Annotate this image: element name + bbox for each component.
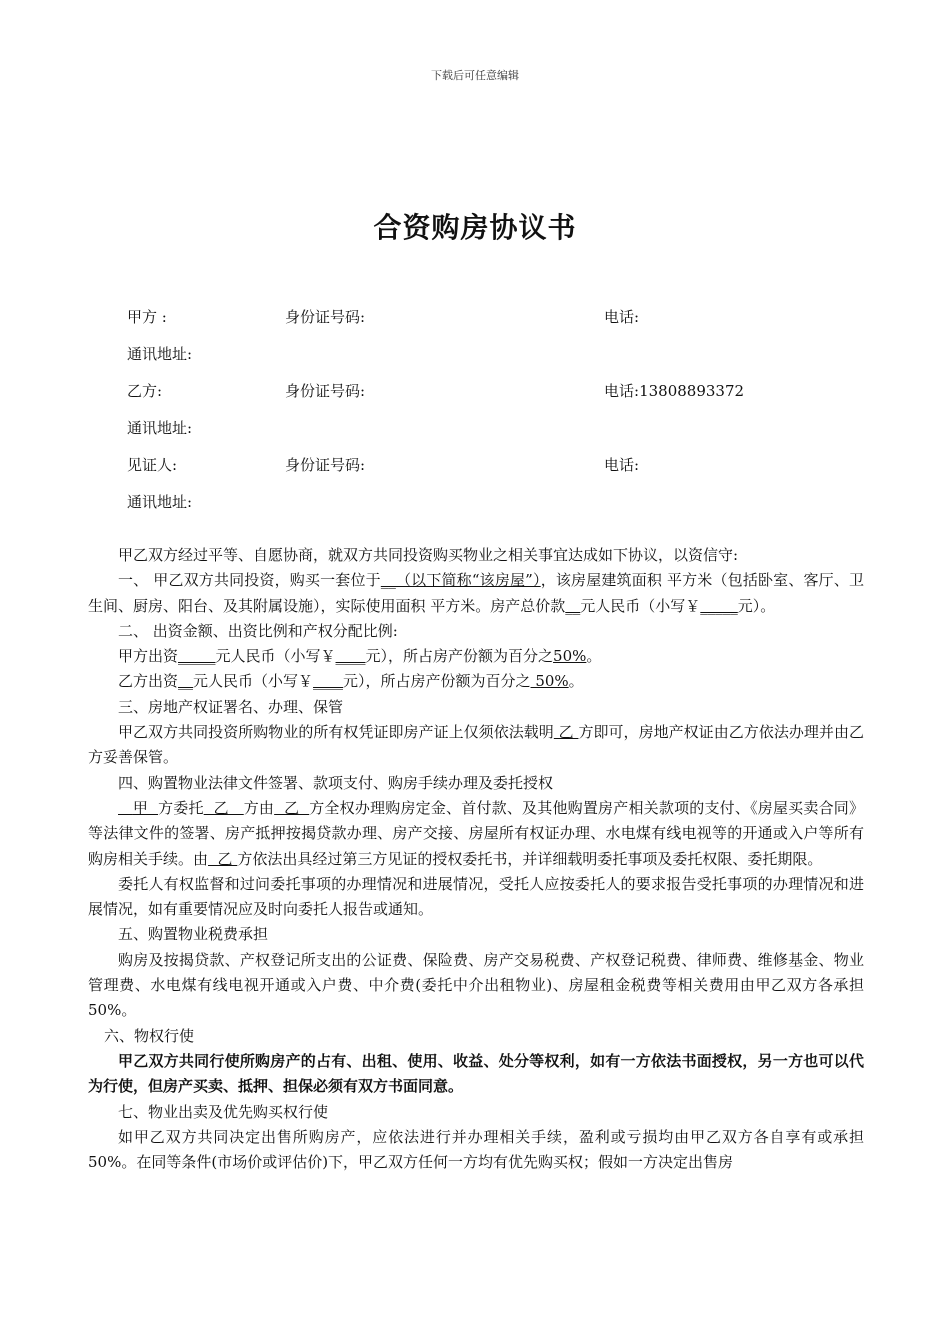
clause-2b-share: 50%	[530, 672, 569, 691]
party-b-phone-label: 电话:	[604, 382, 640, 400]
clause-3-paragraph	[88, 720, 864, 771]
clause-2a-share: 50%	[553, 647, 587, 666]
clause-4-text-b: 方由	[243, 798, 275, 817]
clause-4-text-a: 方委托	[158, 798, 204, 817]
clause-4-blank-agent: 乙	[203, 798, 244, 817]
parties-block	[0, 306, 950, 528]
clause-2a-text-b: 元人民币（小写￥	[215, 647, 336, 666]
clause-1-text-b: ，该房屋建筑面积 平方米（包括卧室、客厅、卫生间、厨房、阳台、及其附属设施），实际使用面积 平方米。房产总价款	[88, 571, 864, 615]
party-a-label: 甲方 :	[127, 308, 167, 326]
agreement-body	[88, 543, 864, 1175]
party-b-phone-number: 13808893372	[639, 382, 745, 400]
clause-2-party-a	[88, 644, 864, 669]
clause-4-blank-agent-2: 乙	[274, 798, 310, 817]
party-a-id-label: 身份证号码:	[285, 308, 366, 326]
clause-2a-blank-small: ____	[335, 647, 366, 666]
clause-1-blank-price-small: _____	[700, 596, 738, 615]
clause-1-blank-price: __	[565, 596, 581, 615]
clause-2-party-b	[88, 669, 864, 694]
clause-2b-blank-small: ____	[313, 672, 344, 691]
header-note: 下载后可任意编辑	[431, 69, 519, 82]
clause-4-heading: 四、购置物业法律文件签署、款项支付、购房手续办理及委托授权	[118, 773, 554, 792]
clause-2-heading: 二、 出资金额、出资比例和产权分配比例:	[118, 621, 398, 640]
clause-1-text-c: 元人民币（小写￥	[580, 596, 701, 615]
party-a-address-row	[0, 343, 950, 380]
witness-label: 见证人:	[127, 456, 178, 474]
party-b-address-row	[0, 417, 950, 454]
party-b-address-label: 通讯地址:	[127, 419, 193, 437]
clause-3-heading: 三、房地产权证署名、办理、保管	[118, 697, 344, 716]
clause-1-text-d: 元）。	[737, 596, 776, 615]
clause-1	[88, 568, 864, 619]
witness-address-row	[0, 491, 950, 528]
witness-phone-label: 电话:	[604, 456, 640, 474]
clause-2a-text-a: 甲方出资	[118, 647, 179, 666]
clause-4-text-c: 方全权办理购房定金、首付款、及其他购置房产相关款项的支付、《房屋买卖合同》等法律文件的签署、房产抵押按揭贷款办理、房产交接、房屋所有权证办理、水电煤有线电视等的开通或入户等所有购房相关手续。由	[88, 798, 864, 868]
clause-2a-text-c: 元），所占房产份额为百分之	[365, 647, 554, 666]
party-a-phone-label: 电话:	[604, 308, 640, 326]
party-b-phone	[604, 380, 744, 401]
clause-2a-blank-amount: _____	[178, 647, 216, 666]
party-a-address-label: 通讯地址:	[127, 345, 193, 363]
clause-6-heading: 六、物权行使	[104, 1026, 195, 1045]
clause-2b-text-c: 元），所占房产份额为百分之	[343, 672, 531, 691]
witness-row	[0, 454, 950, 491]
party-b-id-label: 身份证号码:	[285, 382, 366, 400]
clause-4-paragraph-2: 委托人有权监督和过问委托事项的办理情况和进展情况，受托人应按委托人的要求报告受托事项的办理情况和进展情况，如有重要情况应及时向委托人报告或通知。	[88, 874, 864, 919]
clause-5-heading: 五、购置物业税费承担	[118, 925, 269, 944]
intro-paragraph: 甲乙双方经过平等、自愿协商，就双方共同投资购买物业之相关事宜达成如下协议，以资信守:	[118, 546, 739, 564]
document-title: 合资购房协议书	[373, 211, 577, 244]
clause-4-blank-principal: 甲	[118, 798, 159, 817]
clause-1-blank-location: __（以下简称“该房屋”）	[380, 571, 541, 590]
clause-7-heading: 七、物业出卖及优先购买权行使	[118, 1102, 329, 1121]
clause-4-paragraph	[88, 796, 864, 872]
clause-2b-text-a: 乙方出资	[118, 672, 179, 691]
party-a-row	[0, 306, 950, 343]
clause-3-text-a: 甲乙双方共同投资所购物业的所有权凭证即房产证上仅须依法载明	[118, 723, 554, 742]
clause-2b-text-d: 。	[568, 672, 584, 691]
clause-4-text-d: 方依法出具经过第三方见证的授权委托书，并详细载明委托事项及委托权限、委托期限。	[237, 849, 823, 868]
party-b-label: 乙方:	[127, 382, 163, 400]
witness-id-label: 身份证号码:	[285, 456, 366, 474]
clause-2a-text-d: 。	[586, 647, 602, 666]
clause-3-blank-party: 乙	[553, 723, 579, 742]
clause-2b-blank-amount: __	[178, 672, 194, 691]
clause-7-paragraph: 如甲乙双方共同决定出售所购房产，应依法进行并办理相关手续，盈利或亏损均由甲乙双方各自享有或承担50%。在同等条件(市场价或评估价)下，甲乙双方任何一方均有优先购买权；假如一方决定出售房	[88, 1127, 864, 1172]
party-b-row	[0, 380, 950, 417]
witness-address-label: 通讯地址:	[127, 493, 193, 511]
clause-2b-text-b: 元人民币（小写￥	[193, 672, 314, 691]
clause-6-paragraph: 甲乙双方共同行使所购房产的占有、出租、使用、收益、处分等权利，如有一方依法书面授权，另一方也可以代为行使，但房产买卖、抵押、担保必须有双方书面同意。	[88, 1051, 864, 1096]
clause-1-text-a: 一、 甲乙双方共同投资，购买一套位于	[118, 571, 381, 590]
clause-4-blank-issuer: 乙	[208, 849, 238, 868]
clause-5-paragraph: 购房及按揭贷款、产权登记所支出的公证费、保险费、房产交易税费、产权登记税费、律师费、维修基金、物业管理费、水电煤有线电视开通或入户费、中介费(委托中介出租物业)、房屋租金税费等相关费用由甲乙双方各承担50%。	[88, 950, 864, 1020]
clause-3-text-b: 方即可，房地产权证由乙方依法办理并由乙方妥善保管。	[88, 723, 864, 767]
